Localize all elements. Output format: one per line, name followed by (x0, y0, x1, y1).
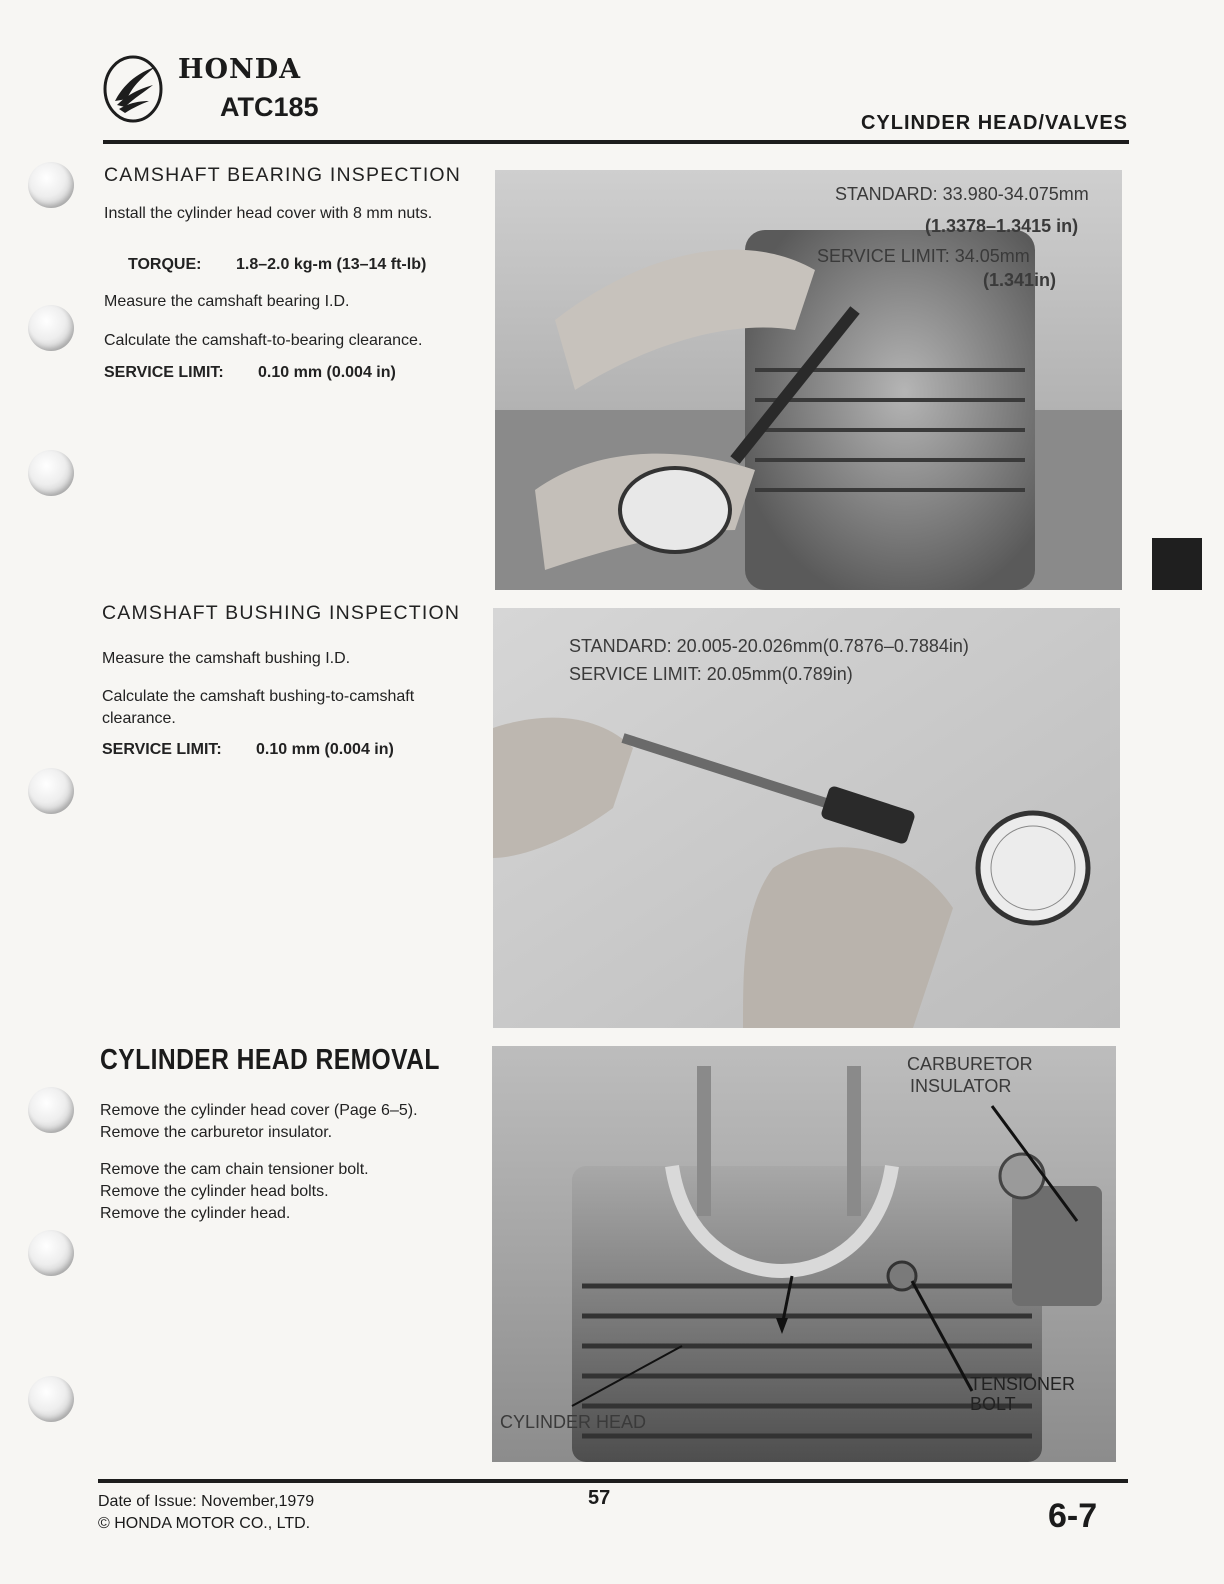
bearing-heading: CAMSHAFT BEARING INSPECTION (104, 164, 462, 186)
punch-hole (28, 1087, 74, 1133)
removal-step-bolts: Remove the cylinder head bolts. (100, 1183, 329, 1200)
bearing-photo-limit-in: (1.341in) (983, 270, 1057, 290)
label-tensioner-line2: BOLT (970, 1394, 1016, 1414)
section-page-number: 6-7 (1048, 1497, 1098, 1535)
section-thumb-tab (1152, 538, 1202, 590)
removal-step-cover: Remove the cylinder head cover (Page 6–5). (100, 1102, 418, 1119)
punch-hole (28, 305, 74, 351)
footer-rule (98, 1479, 1128, 1483)
bearing-photo-standard-in: (1.3378–1.3415 in) (925, 216, 1079, 236)
label-tensioner-line1: TENSIONER (970, 1374, 1076, 1394)
bearing-limit-label: SERVICE LIMIT: (104, 364, 224, 381)
header-rule (103, 140, 1129, 144)
bushing-photo-standard: STANDARD: 20.005-20.026mm(0.7876–0.7884in) (569, 636, 969, 656)
bushing-inspection-photo (493, 608, 1120, 1028)
punch-hole (28, 1376, 74, 1422)
bearing-step-measure: Measure the camshaft bearing I.D. (104, 293, 350, 310)
bushing-limit-label: SERVICE LIMIT: (102, 741, 222, 758)
head-removal-photo (492, 1046, 1116, 1462)
copyright: © HONDA MOTOR CO., LTD. (98, 1515, 311, 1532)
removal-heading: CYLINDER HEAD REMOVAL (100, 1044, 440, 1076)
bushing-heading: CAMSHAFT BUSHING INSPECTION (102, 602, 461, 624)
bearing-photo-limit: SERVICE LIMIT: 34.05mm (817, 246, 1030, 266)
model-name: ATC185 (220, 92, 319, 122)
section-title: CYLINDER HEAD/VALVES (860, 112, 1128, 134)
bushing-photo-limit: SERVICE LIMIT: 20.05mm(0.789in) (569, 664, 853, 684)
bearing-step-install: Install the cylinder head cover with 8 mm nuts. (104, 205, 433, 222)
removal-step-insulator: Remove the carburetor insulator. (100, 1124, 333, 1141)
removal-step-head: Remove the cylinder head. (100, 1205, 291, 1222)
bearing-step-calculate: Calculate the camshaft-to-bearing clearance. (104, 332, 423, 349)
label-cylinder-head: CYLINDER HEAD (500, 1412, 647, 1432)
bearing-inspection-photo (495, 170, 1122, 590)
punch-hole (28, 162, 74, 208)
torque-label: TORQUE: (128, 256, 202, 273)
page-number: 57 (588, 1487, 611, 1509)
honda-wing-logo (103, 55, 163, 123)
bushing-step-measure: Measure the camshaft bushing I.D. (102, 650, 351, 667)
removal-step-tensioner: Remove the cam chain tensioner bolt. (100, 1161, 369, 1178)
punch-hole (28, 450, 74, 496)
bushing-limit-value: 0.10 mm (0.004 in) (256, 741, 394, 758)
label-carburetor-line2: INSULATOR (910, 1076, 1012, 1096)
punch-hole (28, 768, 74, 814)
bearing-photo-standard: STANDARD: 33.980-34.075mm (835, 184, 1089, 204)
bearing-limit-value: 0.10 mm (0.004 in) (258, 364, 396, 381)
torque-value: 1.8–2.0 kg-m (13–14 ft-lb) (236, 256, 427, 273)
issue-date: Date of Issue: November,1979 (98, 1493, 315, 1510)
bushing-step-calculate: Calculate the camshaft bushing-to-camshaft clearance. (102, 688, 415, 727)
brand-name: HONDA (178, 54, 302, 85)
label-carburetor-line1: CARBURETOR (907, 1054, 1033, 1074)
punch-hole (28, 1230, 74, 1276)
